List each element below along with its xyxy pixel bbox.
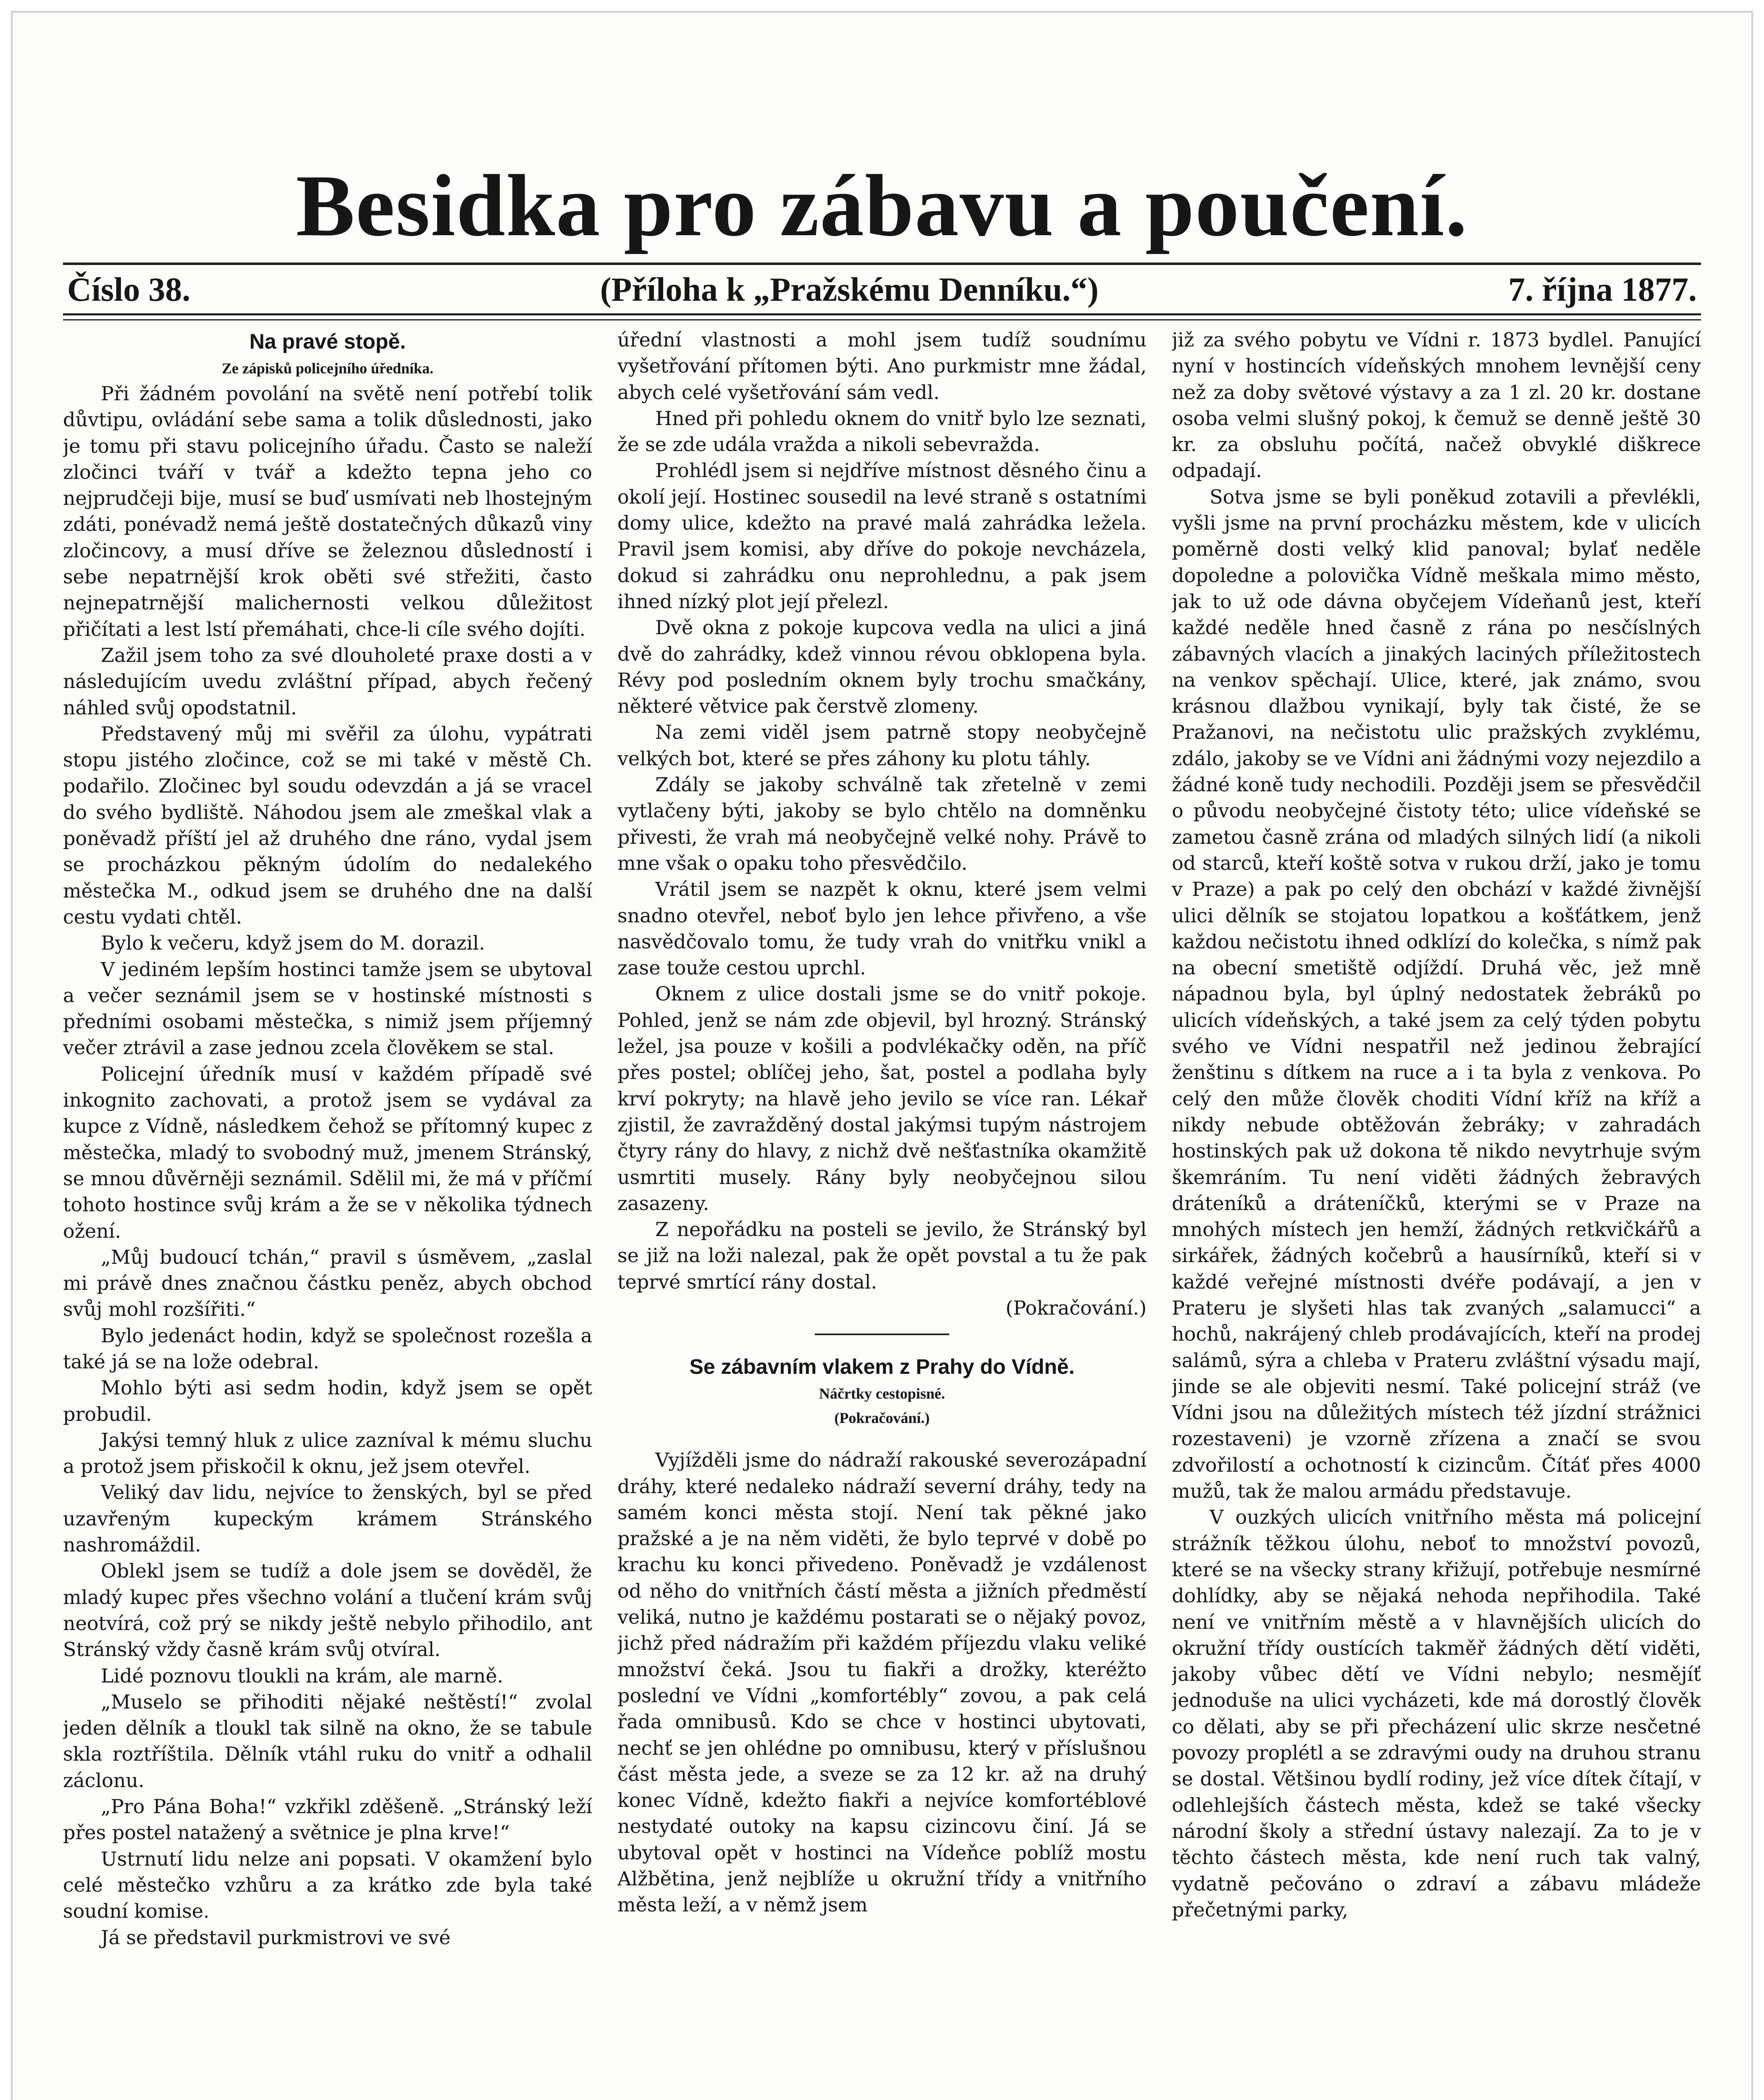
article-subtitle: Ze zápisků policejního úředníka. [221, 360, 434, 377]
paragraph: Lidé poznovu tloukli na krám, ale marně. [101, 1664, 504, 1687]
column-2 [617, 327, 1147, 2100]
paragraph: Ustrnutí lidu nelze ani popsati. V okamžení bylo celé městečko vzhůru a za krátko zde byla také soudní komise. [63, 1847, 592, 1923]
issue-number: Číslo 38. [67, 271, 191, 308]
paragraph: Při žádném povolání na světě není potřebí tolik důvtipu, ovládání sebe sama a tolik důslednosti, jako je tomu při stavu policejního úřadu. Často se naleží zločinci tváří v tvář a kdežto tepna jeho co nejprudčeji bije, musí se buď usmívati neb lhostejným zdáti, ponévadž nemá ještě dostatečných důkazů viny zločincovy, a musí dříve se železnou důsledností i sebe nepatrnější krok oběti své střežiti, často nejnepatrnější malichernosti velkou důležitost přičítati a lest lstí přemáhati, chce-li cíle svého dojíti. [63, 382, 592, 640]
continuation-note: (Pokračování.) [1005, 1296, 1147, 1319]
paragraph: Sotva jsme se byli poněkud zotavili a převlékli, vyšli jsme na první procházku městem, kde v ulicích poměrně dosti velký klid panoval; bylať neděle dopoledne a polovička Vídně meškala mimo město, jak to už ode dávna obyčejem Vídeňanů jest, kteří každé neděle hned časně z rána po nesčíslných zábavných vlacích a jinakých laciných příležitostech na venkov spěchají. Ulice, které, jak známo, svou krásnou dlažbou vynikají, byly tak čisté, že se Pražanovi, na nečistotu ulic pražských zvyklému, zdálo, jakoby se ve Vídni ani žádnými vozy nejezdilo a žádné koně tudy nechodili. Později jsem se přesvědčil o původu neobyčejné čistoty této; ulice vídeňské se zametou časně zrána od mladých silných lidí (a nikoli od starců, kteří koště sotva v rukou drží, jako je tomu v Praze) a pak po celý den obchází v každé živnější ulici dělník se stojatou lopatkou a košťátkem, jenž každou nečistotu ihned odklízí do kolečka, s nímž pak na obecní smetiště odjíždí. Druhá věc, jež mně nápadnou byla, byl úplný nedostatek žebráků po ulicích vídeňských, a také jsem za celý týden pobytu svého ve Vídni nespatřil než jedinou žebrající ženštinu s dítkem na ruce a i ta byla z venkova. Po celý den může člověk choditi Vídní kříž na kříž a nikdy nebude obtěžován žebráky; v zahradách hostinských pak už dokona tě nikdo nevytrhuje svým škemráním. Tu není viděti žádných žebravých dráteníků a dráteníčků, kterými se v Praze na mnohých místech jen hemží, žádných retkvičkářů a sirkářek, žádných kočebrů a hausírníků, kteří si v každé veřejné místnosti dvéře podávají, a jen v Prateru je slyšeti hlas tak zvaných „salamucci“ a hochů, nakrájený chleb prodávajících, kteří na prodej salámů, sýra a chleba v Prateru zvláštní výsadu mají, jinde se ale objeviti nesmí. Také policejní stráž (ve Vídni jsou na důležitých místech též jízdní strážnici rozestaveni) je vzorně zřízena a značí se svou zdvořilostí a ochotností k cizincům. Čítáť přes 4000 mužů, tak že malou armádu představuje. [1172, 485, 1701, 1503]
paragraph: Já se představil purkmistrovi ve své [101, 1926, 451, 1949]
issue-date: 7. října 1877. [1508, 271, 1697, 308]
paragraph: Na zemi viděl jsem patrně stopy neobyčejně velkých bot, které se přes záhony ku plotu táhly. [617, 721, 1147, 770]
issue-bar [67, 269, 1697, 311]
column-1 [63, 327, 592, 2100]
paragraph: Dvě okna z pokoje kupcova vedla na ulici a jiná dvě do zahrádky, kdež vinnou révou obklopena byla. Révy pod posledním oknem byly trochu smačkány, některé větvice pak čerstvě zlomeny. [617, 616, 1147, 718]
paragraph: Zažil jsem toho za své dlouholeté praxe dosti a v následujícím uvedu zvláštní případ, abych řečený náhled svůj opodstatnil. [63, 643, 592, 719]
paragraph: „Můj budoucí tchán,“ pravil s úsměvem, „zaslal mi právě dnes značnou částku peněz, abych obchod svůj mohl rozšířiti.“ [63, 1245, 592, 1321]
paragraph: „Pro Pána Boha!“ vzkřikl zděšeně. „Stránský leží přes postel natažený a světnice je plna krve!“ [63, 1795, 592, 1844]
paragraph: V ouzkých ulicích vnitřního města má policejní strážník těžkou úlohu, neboť to množství povozů, které se na všecky strany křižují, potřebuje nesmírné dohlídky, aby se nějaká nehoda nepřihodila. Také není ve vnitřním městě a v hlavnějších ulicích do okružní třídy oustících takměř žádných dětí viděti, jakoby vůbec dětí ve Vídni nebylo; nesmějíť jednoduše na ulici vycházeti, kde má dorostlý člověk co dělati, aby se při přecházení ulic skrze nesčetné povozy proplétl a se zdravými oudy na druhou stranu se dostal. Většinou bydlí rodiny, jež více dítek čítají, v odlehlejších částech města, kdež se také všecky národní školy a střední ústavy nalezají. Za to je v těchto částech města, kde není ruch tak valný, vydatně pečováno o zdraví a zábavu mládeže přečetnými parky, [1172, 1506, 1701, 1921]
paragraph: již za svého pobytu ve Vídni r. 1873 bydlel. Panující nyní v hostincích vídeňských mnohem levnější ceny než za doby světové výstavy a za 1 zl. 20 kr. dostane osoba velmi slušný pokoj, k čemuž se denně ještě 30 kr. za obsluhu počítá, načež obvyklé diškrece odpadají. [1172, 328, 1701, 482]
paragraph: Jakýsi temný hluk z ulice zazníval k mému sluchu a protož jsem přiskočil k oknu, jež jsem otevřel. [63, 1428, 592, 1478]
section-divider [815, 1334, 949, 1335]
paragraph: úřední vlastnosti a mohl jsem tudíž soudnímu vyšetřování přítomen býti. Ano purkmistr mne žádal, abych celé vyšetřování sám vedl. [617, 328, 1147, 404]
masthead-rule-top [63, 262, 1701, 265]
paragraph: Bylo k večeru, když jsem do M. dorazil. [101, 932, 485, 955]
paragraph: Z nepořádku na posteli se jevilo, že Stránský byl se již na loži nalezal, pak že opět povstal a tu že pak teprvé smrtící rány dostal. [617, 1218, 1147, 1293]
signoff-row [617, 1295, 1147, 1321]
paragraph: Bylo jedenáct hodin, když se společnost rozešla a také já se na lože odebral. [63, 1324, 592, 1373]
article-title: Se zábavním vlakem z Prahy do Vídně. [689, 1355, 1075, 1379]
paragraph: Veliký dav lidu, nejvíce to ženských, byl se před uzavřeným kupeckým krámem Stránského nashromáždil. [63, 1481, 592, 1557]
paragraph: Vyjížděli jsme do nádraží rakouské severozápadní dráhy, které nedaleko nádraží severní dráhy, tedy na samém konci města stojí. Není tak pěkné jako pražské a je na něm viděti, že bylo teprvé v době po krachu ku konci přivedeno. Poněvadž je vzdálenost od něho do vnitřních částí města a jižních předměstí veliká, nutno je každému postarati se o nějaký povoz, jichž před nádražím při každém příjezdu vlaku veliké množství čeká. Jsou tu fiakři a drožky, kteréžto poslední ve Vídni „komfortébly“ zovou, a pak celá řada omnibusů. Kdo se chce v hostinci ubytovati, nechť se jen ohlédne po omnibusu, který v příslušnou část města jede, a sveze se za 12 kr. až na druhý konec Vídně, kdežto fiakři a nejvíce komfortéblové nestydaté outoky na kapsu cizincovu činí. Já se ubytoval opět v hostinci na Vídeňce poblíž mostu Alžbětina, jenž nejblíže u okružní třídy a vnitřního města leží, a v němž jsem [617, 1449, 1147, 1916]
article-note: (Pokračování.) [834, 1410, 930, 1427]
paragraph: Policejní úředník musí v každém případě své inkognito zachovati, a protož jsem se vydával za kupce z Vídně, následkem čehož se přítomný kupec z městečka, mladý to svobodný muž, jmenem Stránský, se mnou důvěrněji seznámil. Sdělil mi, že má v příčmí tohoto hostince svůj krám a že se v několika týdnech ožení. [63, 1062, 592, 1242]
supplement-note: (Příloha k „Pražskému Denníku.“) [600, 271, 1099, 308]
paragraph: Hned při pohledu oknem do vnitř bylo lze seznati, že se zde udála vražda a nikoli sebevražda. [617, 407, 1147, 456]
paragraph: Zdály se jakoby schválně tak zřetelně v zemi vytlačeny býti, jakoby se bylo chtělo na domněnku přivesti, že vrah má neobyčejně velké nohy. Právě to mne však o opaku toho přesvědčilo. [617, 773, 1147, 874]
paragraph: Vrátil jsem se nazpět k oknu, které jsem velmi snadno otevřel, neboť bylo jen lehce přivřeno, a vše nasvědčovalo tomu, že tudy vrah do vnitřku vnikl a zase touže cestou uprchl. [617, 878, 1147, 979]
paragraph: Oknem z ulice dostali jsme se do vnitř pokoje. Pohled, jenž se nám zde objevil, byl hrozný. Stránský ležel, jsa pouze v košili a podvlékačky oděn, na příč přes postel; oblíčej jeho, šat, postel a podlaha byly krví pokryty; na hlavě jeho jevilo se více ran. Lékař zjistil, že zavražděný dostal jakýmsi tupým nástrojem čtyry rány do hlavy, z nichž dvě nešťastníka okamžitě usmrtiti musely. Rány byly neobyčejnou silou zasazeny. [617, 982, 1147, 1215]
paragraph: Představený můj mi svěřil za úlohu, vypátrati stopu jistého zločince, což se mi také v městě Ch. podařilo. Zločinec byl soudu odevzdán a já se vracel do svého bydliště. Náhodou jsem ale zmeškal vlak a poněvadž příští jel až druhého dne ráno, vydal jsem se procházkou pěkným údolím do nedalekého městečka M., odkud jsem se druhého dne na další cestu vydati chtěl. [63, 722, 592, 928]
paragraph: Mohlo býti asi sedm hodin, když jsem se opět probudil. [63, 1376, 592, 1425]
article-subtitle: Náčrtky cestopisné. [819, 1385, 945, 1402]
masthead: Besidka pro zábavu a poučení. [296, 157, 1468, 255]
newspaper-page [11, 11, 1753, 2100]
masthead-rule-thin [63, 319, 1701, 320]
paragraph: Oblekl jsem se tudíž a dole jsem se dověděl, že mladý kupec přes všechno volání a tlučení krám svůj neotvírá, což prý se nikdy ještě nebylo přihodilo, ant Stránský vždy časně krám svůj otvíral. [63, 1559, 592, 1661]
paragraph: Prohlédl jsem si nejdříve místnost děsného činu a okolí její. Hostinec sousedil na levé straně s ostatními domy ulice, kdežto na pravé malá zahrádka ležela. Pravil jsem komisi, aby dříve do pokoje nevcházela, dokud si zahrádku onu neprohlednu, a pak jsem ihned nízký plot její přelezl. [617, 459, 1147, 613]
text-columns [63, 327, 1701, 2100]
paragraph: V jediném lepším hostinci tamže jsem se ubytoval a večer seznámil jsem se v hostinské místnosti s předními osobami městečka, s nimiž jsem příjemný večer ztrávil a zase jednou zcela člověkem se stal. [63, 958, 592, 1059]
paragraph: „Muselo se přihoditi nějaké neštěstí!“ zvolal jeden dělník a tloukl tak silně na okno, že se tabule skla roztříštila. Dělník vtáhl ruku do vnitř a odhalil záclonu. [63, 1690, 592, 1792]
article-title: Na pravé stopě. [249, 330, 406, 353]
masthead-rule-bottom [63, 313, 1701, 315]
column-3 [1172, 327, 1701, 2100]
